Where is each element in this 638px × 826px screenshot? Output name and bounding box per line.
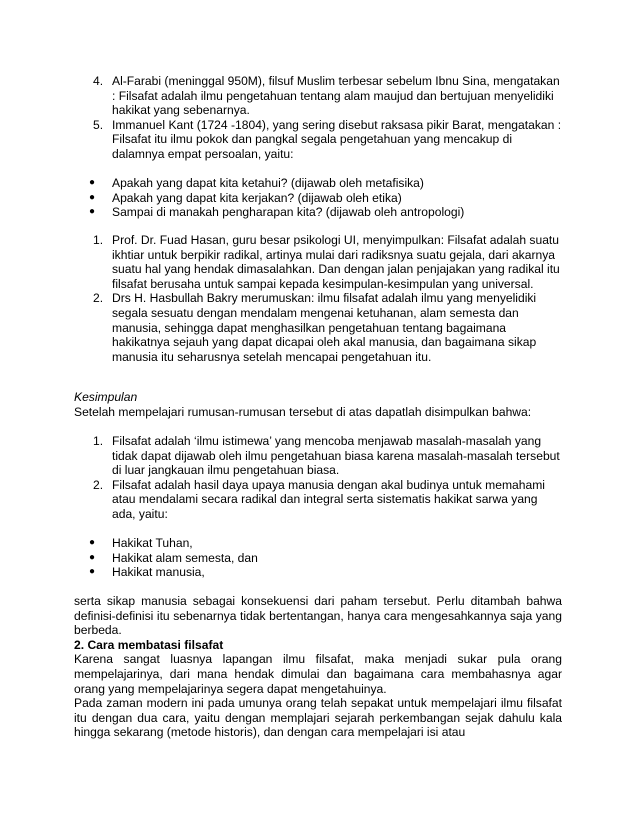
list-item-text: Immanuel Kant (1724 -1804), yang sering disebut raksasa pikir Barat, mengatakan : Filsafat itu ilmu pokok dan pangkal segala pengetahuan yang mencakup di dalamnya empat persoalan, yaitu:	[112, 117, 562, 161]
bullet-item-text: Apakah yang dapat kita kerjakan? (dijawab oleh etika)	[112, 190, 402, 205]
list-number: 1.	[93, 434, 104, 448]
paragraph: Karena sangat luasnya lapangan ilmu filsafat, maka menjadi sukar pula orang mempelajarinya, dari mana hendak dimulai dan bagaimana cara membahasnya agar orang yang mempelajarinya segera dapat mengetahuinya.	[74, 652, 562, 696]
bullet-item	[88, 565, 562, 580]
section-heading: 2. Cara membatasi filsafat	[74, 637, 224, 652]
bullet-icon: ●	[89, 537, 96, 548]
bullet-item-text: Hakikat alam semesta, dan	[112, 550, 258, 565]
list-number: 2.	[93, 291, 104, 306]
bullet-item	[88, 205, 562, 220]
list-item	[88, 233, 562, 291]
kesimpulan-intro: Setelah mempelajari rumusan-rumusan tersebut di atas dapatlah disimpulkan bahwa:	[74, 404, 532, 419]
bullet-item	[88, 176, 562, 191]
bullet-icon: ●	[89, 206, 96, 218]
list-item	[88, 478, 562, 522]
body-text-section	[74, 594, 562, 740]
bullet-item	[88, 551, 562, 566]
numbered-list-definitions	[88, 74, 562, 162]
bullet-item-text: Apakah yang dapat kita ketahui? (dijawab oleh metafisika)	[112, 176, 424, 190]
bullet-item	[88, 191, 562, 206]
bullet-icon: ●	[89, 551, 96, 563]
numbered-list-opinions	[88, 233, 562, 364]
bullet-list-hakikat	[88, 536, 562, 580]
list-number: 4.	[93, 74, 104, 88]
bullet-icon: ●	[89, 177, 96, 188]
kesimpulan-heading: Kesimpulan	[74, 390, 138, 404]
list-item	[88, 291, 562, 364]
list-item	[88, 434, 562, 478]
bullet-list-questions	[88, 176, 562, 220]
list-item-text: Filsafat adalah hasil daya upaya manusia dengan akal budinya untuk memahami atau mendalami secara radikal dan integral serta sistematis hakikat sarwa yang ada, yaitu:	[112, 477, 545, 521]
list-item-text: Drs H. Hasbullah Bakry merumuskan: ilmu filsafat adalah ilmu yang menyelidiki segala sesuatu dengan mendalam mengenai ketuhanan, alam semesta dan manusia, sehingga dapat menghasilkan pengetahuan tentang bagaimana hakikatnya sejauh yang dapat dicapai oleh akal manusia, dan bagaimana sikap manusia itu seharusnya setelah mencapai pengetahuan itu.	[112, 291, 537, 364]
list-number: 5.	[93, 117, 104, 132]
list-item	[88, 74, 562, 118]
bullet-item-text: Hakikat Tuhan,	[112, 536, 193, 550]
bullet-item-text: Hakikat manusia,	[112, 565, 205, 580]
paragraph: serta sikap manusia sebagai konsekuensi dari paham tersebut. Perlu ditambah bahwa definisi-definisi itu sebenarnya tidak bertentangan, hanya cara mengesahkannya saja yang berbeda.	[74, 594, 562, 638]
bullet-item	[88, 536, 562, 551]
numbered-list-conclusions	[88, 434, 562, 522]
list-number: 2.	[93, 477, 104, 492]
list-item-text: Prof. Dr. Fuad Hasan, guru besar psikologi UI, menyimpulkan: Filsafat adalah suatu ikhtiar untuk berpikir radikal, artinya mulai dari radiksnya suatu gejala, dari akarnya suatu hal yang hendak dimasalahkan. Dan dengan jalan penjajakan yang radikal itu filsafat berusaha untuk sampai kepada kesimpulan-kesimpulan yang universal.	[112, 233, 560, 291]
list-item-text: Filsafat adalah ‘ilmu istimewa’ yang mencoba menjawab masalah-masalah yang tidak dapat dijawab oleh ilmu pengetahuan biasa karena masalah-masalah tersebut di luar jangkauan ilmu pengetahuan biasa.	[112, 434, 560, 478]
list-item-text: Al-Farabi (meninggal 950M), filsuf Muslim terbesar sebelum Ibnu Sina, mengatakan : Filsafat adalah ilmu pengetahuan tentang alam maujud dan bertujuan menyelidiki hakikat yang sebenarnya.	[112, 74, 560, 118]
list-number: 1.	[93, 233, 104, 247]
kesimpulan-section	[74, 390, 562, 419]
bullet-item-text: Sampai di manakah pengharapan kita? (dijawab oleh antropologi)	[112, 205, 465, 220]
bullet-icon: ●	[89, 191, 96, 203]
list-item	[88, 118, 562, 162]
bullet-icon: ●	[89, 566, 96, 578]
paragraph: Pada zaman modern ini pada umunya orang telah sepakat untuk mempelajari ilmu filsafat itu dengan dua cara, yaitu dengan memplajari sejarah perkembangan sejak dahulu kala hingga sekarang (metode historis), dan dengan cara mempelajari isi atau	[74, 696, 562, 740]
